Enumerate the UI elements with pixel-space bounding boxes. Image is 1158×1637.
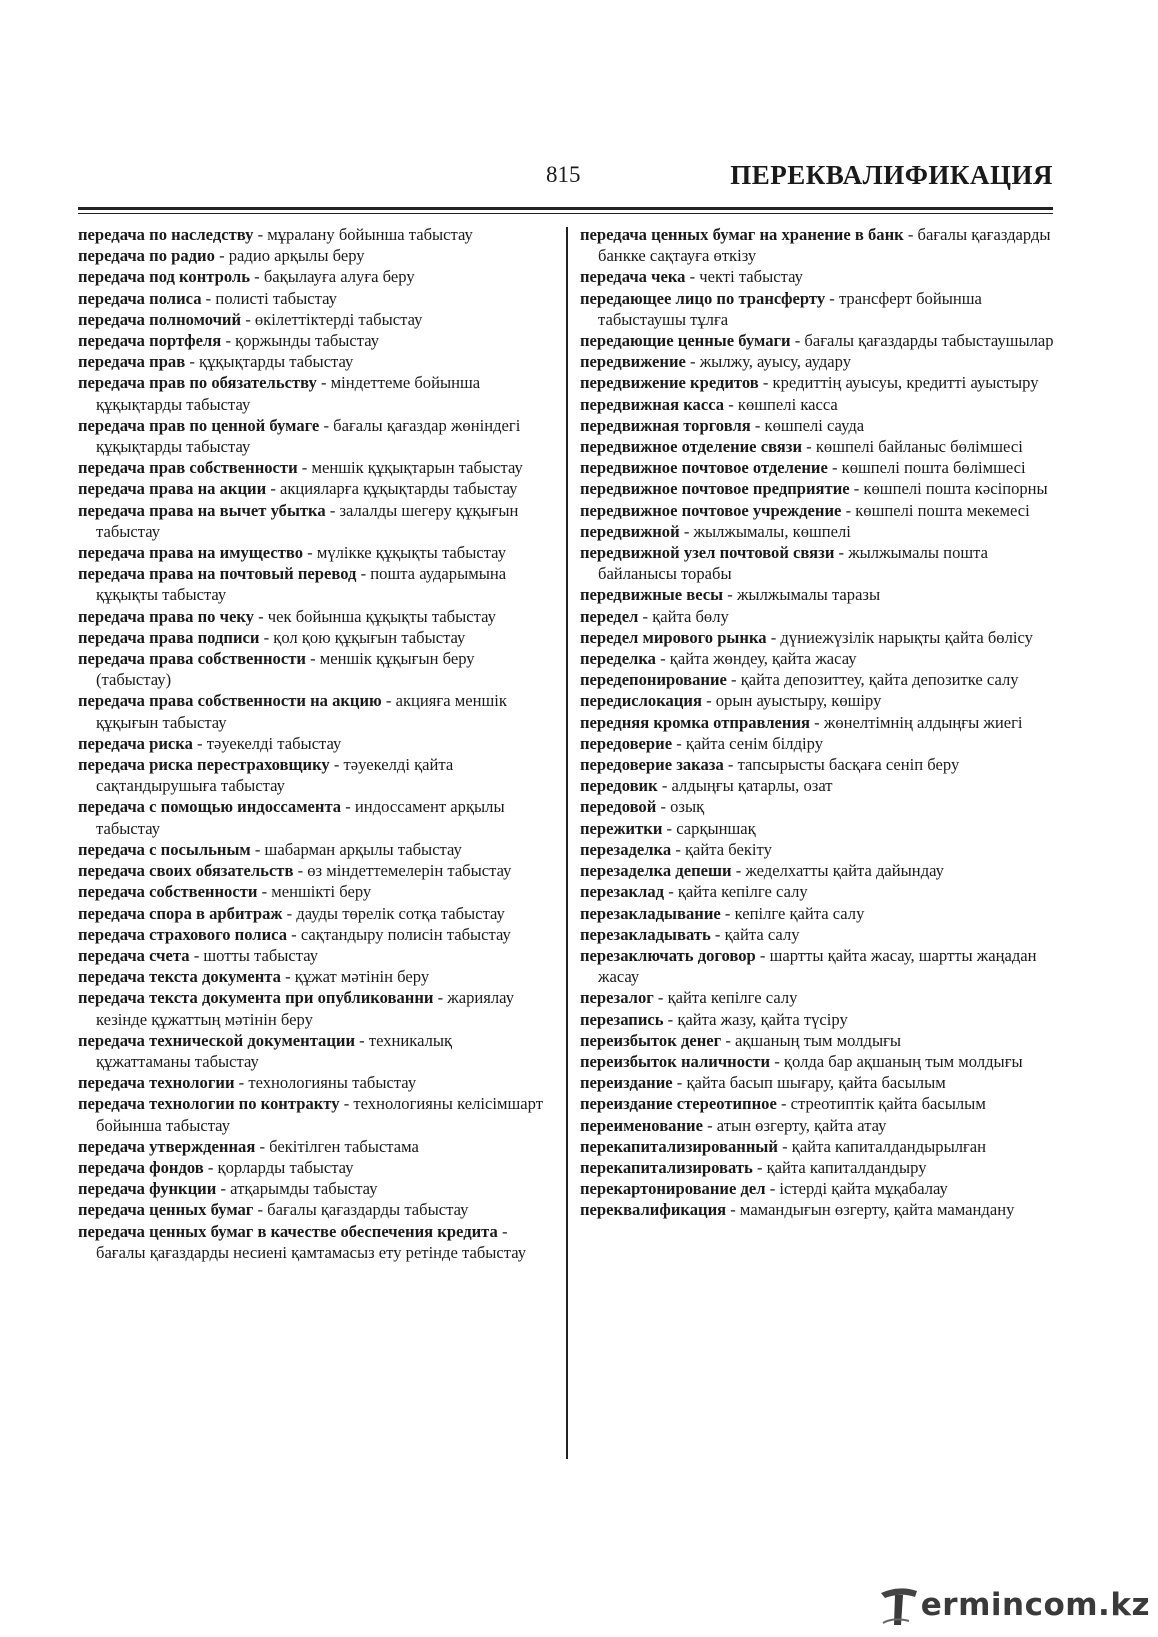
- entry-definition: - қайта кепілге салу: [653, 988, 798, 1008]
- dictionary-entry: [580, 1136, 1055, 1157]
- entry-definition: - жөнелтімнің алдыңғы жиегі: [810, 712, 1023, 732]
- entry-definition: - техникалық құжаттаманы табыстау: [96, 1030, 453, 1071]
- entry-definition: - бағалы қағаздарды банкке сақтауға өткізу: [598, 225, 1051, 266]
- dictionary-entry: [78, 542, 548, 563]
- entry-definition: - атын өзгерту, қайта атау: [702, 1115, 887, 1135]
- entry-definition: - өкілеттіктерді табыстау: [241, 309, 423, 329]
- dictionary-entry: [78, 606, 548, 627]
- entry-term: передача портфеля: [78, 331, 222, 351]
- dictionary-entry: [78, 966, 548, 987]
- dictionary-entry: [78, 266, 548, 287]
- entry-definition: - көшпелі пошта кәсіпорны: [849, 479, 1048, 499]
- dictionary-entry: [78, 627, 548, 648]
- entry-term: передача ценных бумаг на хранение в банк: [580, 225, 904, 244]
- entry-definition: - бағалы қағаздар жөніндегі құқықтарды табыстау: [96, 415, 521, 457]
- entry-term: передача с посыльным: [78, 839, 251, 859]
- entry-term: перезаклад: [580, 882, 665, 902]
- entry-term: передоверие заказа: [580, 755, 724, 775]
- entry-term: перезапись: [580, 1009, 664, 1029]
- entry-term: передача фондов: [78, 1157, 204, 1177]
- dictionary-entry: [78, 987, 548, 1029]
- dictionary-entry: [78, 839, 548, 860]
- entry-term: переквалификация: [580, 1200, 727, 1220]
- dictionary-entry: [580, 987, 1055, 1008]
- dictionary-entry: [78, 288, 548, 309]
- entry-term: передвижная торговля: [580, 415, 751, 435]
- dictionary-entry: [580, 648, 1055, 669]
- dictionary-entry: [78, 881, 548, 902]
- entry-term: передача по радио: [78, 246, 215, 266]
- dictionary-entry: [580, 924, 1055, 945]
- entry-definition: - стреотиптік қайта басылым: [776, 1094, 986, 1114]
- entry-definition: - көшпелі сауда: [750, 415, 865, 435]
- entry-definition: - қайта сенім білдіру: [672, 733, 823, 753]
- entry-term: передача ценных бумаг: [78, 1200, 254, 1220]
- entry-definition: - бағалы қағаздарды табыстаушылар: [790, 331, 1054, 351]
- entry-definition: - меншік құқығын беру (табыстау): [96, 649, 475, 690]
- entry-definition: - бағалы қағаздарды табыстау: [253, 1200, 469, 1220]
- dictionary-entry: [580, 351, 1055, 372]
- entry-term: передача права собственности на акцию: [78, 691, 382, 711]
- entry-term: передача утвержденная: [78, 1136, 256, 1156]
- dictionary-entry: [580, 669, 1055, 690]
- dictionary-entry: [78, 945, 548, 966]
- entry-definition: - қайта капиталдандыру: [752, 1157, 927, 1177]
- dictionary-entry: [78, 924, 548, 945]
- entry-definition: - бағалы қағаздарды несиені қамтамасыз ету ретінде табыстау: [96, 1221, 527, 1262]
- dictionary-entry: [580, 394, 1055, 415]
- header-rule-thin: [78, 213, 1053, 214]
- left-column: [78, 224, 548, 1263]
- page-number: 815: [546, 162, 581, 187]
- entry-term: передача счета: [78, 945, 190, 965]
- dictionary-entry: [78, 415, 548, 457]
- entry-term: переизбыток наличности: [580, 1051, 771, 1071]
- dictionary-entry: [78, 690, 548, 732]
- entry-term: передающие ценные бумаги: [580, 331, 791, 351]
- dictionary-entry: [78, 1093, 548, 1135]
- termincom-logo[interactable]: [879, 1581, 1150, 1629]
- entry-term: передвижное почтовое учреждение: [580, 500, 842, 520]
- entry-term: перезаделка: [580, 839, 672, 859]
- dictionary-entry: [580, 457, 1055, 478]
- dictionary-entry: [78, 330, 548, 351]
- dictionary-entry: [78, 1157, 548, 1178]
- dictionary-entry: [78, 1072, 548, 1093]
- dictionary-entry: [580, 775, 1055, 796]
- dictionary-entry: [580, 1051, 1055, 1072]
- entry-term: передовой: [580, 797, 657, 817]
- entry-term: передвижной узел почтовой связи: [580, 543, 835, 563]
- dictionary-entry: [580, 881, 1055, 902]
- entry-term: передвижное отделение связи: [580, 437, 803, 457]
- dictionary-entry: [78, 860, 548, 881]
- header-rule-thick: [78, 207, 1053, 210]
- entry-term: пережитки: [580, 818, 663, 838]
- dictionary-entry: [580, 584, 1055, 605]
- dictionary-entry: [78, 1178, 548, 1199]
- entry-term: перекартонирование дел: [580, 1179, 766, 1199]
- dictionary-entry: [580, 860, 1055, 881]
- entry-definition: - атқарымды табыстау: [216, 1179, 378, 1199]
- entry-definition: - өз міндеттемелерін табыстау: [293, 861, 512, 881]
- dictionary-entry: [580, 266, 1055, 287]
- dictionary-entry: [78, 1199, 548, 1220]
- entry-definition: - қайта салу: [710, 924, 800, 944]
- dictionary-entry: [580, 903, 1055, 924]
- entry-definition: - жылжымалы пошта байланысы торабы: [598, 543, 988, 584]
- entry-term: передняя кромка отправления: [580, 712, 811, 732]
- entry-definition: - қол қою құқығын табыстау: [259, 627, 466, 647]
- entry-definition: - тәуекелді қайта сақтандырушыға табыстау: [96, 755, 454, 796]
- dictionary-entry: [78, 1030, 548, 1072]
- entry-term: передача полномочий: [78, 309, 242, 329]
- entry-term: перекапитализированный: [580, 1136, 778, 1156]
- entry-definition: - қайта бекіту: [671, 839, 772, 859]
- dictionary-entry: [78, 500, 548, 542]
- entry-definition: - орын ауыстыру, көшіру: [701, 691, 882, 711]
- entry-term: передача функции: [78, 1179, 217, 1199]
- entry-term: передвижение: [580, 352, 686, 372]
- entry-term: передача текста документа при опубликованни: [78, 988, 434, 1008]
- entry-definition: - қолда бар ақшаның тым молдығы: [770, 1051, 1023, 1071]
- dictionary-entry: [580, 627, 1055, 648]
- entry-definition: - тапсырысты басқаға сеніп беру: [723, 755, 960, 775]
- entry-term: передача технологии: [78, 1073, 235, 1093]
- dictionary-entry: [580, 690, 1055, 711]
- entry-definition: - қоржынды табыстау: [221, 331, 380, 351]
- dictionary-entry: [78, 733, 548, 754]
- entry-definition: - қайта жазу, қайта түсіру: [663, 1009, 848, 1029]
- dictionary-entry: [78, 754, 548, 796]
- dictionary-entry: [580, 839, 1055, 860]
- entry-definition: - алдыңғы қатарлы, озат: [657, 776, 833, 796]
- entry-definition: - құқықтарды табыстау: [185, 352, 354, 372]
- entry-term: передвижное почтовое отделение: [580, 458, 828, 478]
- dictionary-entry: [580, 288, 1055, 330]
- termincom-logo-icon: [879, 1583, 919, 1627]
- entry-term: перезалог: [580, 988, 654, 1008]
- entry-term: передоверие: [580, 733, 673, 753]
- dictionary-entry: [580, 542, 1055, 584]
- entry-definition: - көшпелі байланыс бөлімшесі: [802, 437, 1023, 457]
- dictionary-entry: [580, 330, 1055, 351]
- dictionary-entry: [580, 733, 1055, 754]
- entry-term: передача ценных бумаг в качестве обеспечения кредита: [78, 1221, 498, 1241]
- entry-term: передача прав по ценной бумаге: [78, 415, 320, 435]
- entry-definition: - дауды төрелік сотқа табыстау: [282, 903, 505, 923]
- dictionary-entry: [580, 796, 1055, 817]
- entry-term: перезаключать договор: [580, 945, 756, 965]
- dictionary-entry: [580, 521, 1055, 542]
- entry-term: перезакладывать: [580, 924, 711, 944]
- entry-term: перезакладывание: [580, 903, 721, 923]
- entry-definition: - трансферт бойынша табыстаушы тұлға: [598, 288, 982, 329]
- dictionary-entry: [580, 818, 1055, 839]
- entry-term: передача технологии по контракту: [78, 1094, 340, 1114]
- entry-definition: - чекті табыстау: [685, 267, 803, 287]
- entry-definition: - бекітілген табыстама: [255, 1136, 419, 1156]
- entry-term: передача права на почтовый перевод: [78, 564, 357, 584]
- entry-term: передача спора в арбитраж: [78, 903, 283, 923]
- entry-definition: - мұралану бойынша табыстау: [253, 225, 473, 244]
- entry-term: переиздание: [580, 1073, 673, 1093]
- dictionary-entry: [78, 1136, 548, 1157]
- entry-definition: - индоссамент арқылы табыстау: [96, 797, 505, 838]
- entry-term: передвижная касса: [580, 394, 725, 414]
- entry-term: переиздание стереотипное: [580, 1094, 777, 1114]
- entry-term: передача собственности: [78, 882, 258, 902]
- entry-term: передача права на имущество: [78, 543, 304, 563]
- entry-definition: - жариялау кезінде құжаттың мәтінін беру: [96, 988, 514, 1029]
- dictionary-entry: [78, 563, 548, 605]
- entry-definition: - қайта кепілге салу: [664, 882, 808, 902]
- entry-term: передача прав: [78, 352, 186, 372]
- dictionary-entry: [78, 224, 548, 245]
- entry-term: передача права по чеку: [78, 606, 254, 626]
- dictionary-entry: [78, 648, 548, 690]
- dictionary-entry: [580, 1093, 1055, 1114]
- dictionary-entry: [78, 796, 548, 838]
- entry-term: передача риска перестраховщику: [78, 755, 330, 775]
- dictionary-entry: [78, 351, 548, 372]
- dictionary-entry: [580, 1157, 1055, 1178]
- page-header: [78, 158, 1053, 198]
- dictionary-entry: [580, 754, 1055, 775]
- dictionary-entry: [78, 478, 548, 499]
- entry-definition: - технологияны табыстау: [234, 1073, 417, 1093]
- entry-term: передача по наследству: [78, 225, 254, 244]
- entry-definition: - акцияға меншік құқығын табыстау: [96, 691, 507, 732]
- entry-term: передача текста документа: [78, 967, 281, 987]
- column-divider: [566, 227, 568, 1459]
- dictionary-entry: [580, 372, 1055, 393]
- entry-term: передел: [580, 606, 639, 626]
- entry-definition: - тәуекелді табыстау: [192, 733, 342, 753]
- entry-definition: - мүлікке құқықты табыстау: [303, 543, 506, 563]
- entry-definition: - істерді қайта мұқабалау: [765, 1179, 948, 1199]
- entry-definition: - полисті табыстау: [201, 288, 337, 308]
- entry-definition: - пошта аударымына құқықты табыстау: [96, 564, 507, 605]
- entry-definition: - қайта басып шығару, қайта басылым: [672, 1073, 946, 1093]
- entry-term: передача с помощью индоссамента: [78, 797, 342, 817]
- entry-definition: - қайта жөндеу, қайта жасау: [655, 649, 857, 669]
- entry-term: переименование: [580, 1115, 703, 1135]
- entry-term: передача права на акции: [78, 479, 267, 499]
- dictionary-entry: [580, 415, 1055, 436]
- entry-term: переизбыток денег: [580, 1030, 722, 1050]
- entry-term: передача чека: [580, 267, 686, 287]
- entry-definition: - міндеттеме бойынша құқықтарды табыстау: [96, 373, 481, 414]
- dictionary-entry: [78, 309, 548, 330]
- entry-term: передача прав собственности: [78, 458, 298, 478]
- entry-definition: - чек бойынша құқықты табыстау: [253, 606, 496, 626]
- entry-term: переделка: [580, 649, 656, 669]
- entry-term: передача полиса: [78, 288, 202, 308]
- entry-definition: - қайта капиталдандырылған: [777, 1136, 987, 1156]
- entry-term: передислокация: [580, 691, 702, 711]
- dictionary-entry: [580, 1072, 1055, 1093]
- entry-definition: - кредиттің ауысуы, кредитті ауыстыру: [758, 373, 1039, 393]
- entry-term: перезаделка депеши: [580, 861, 732, 881]
- entry-definition: - жылжымалы таразы: [723, 585, 881, 605]
- dictionary-entry: [580, 1115, 1055, 1136]
- entry-definition: - сақтандыру полисін табыстау: [287, 924, 511, 944]
- entry-definition: - бақылауға алуға беру: [250, 267, 415, 287]
- dictionary-entry: [580, 478, 1055, 499]
- entry-term: передача прав по обязательству: [78, 373, 317, 393]
- entry-definition: - қайта бөлу: [638, 606, 729, 626]
- entry-definition: - құжат мәтінін беру: [280, 967, 430, 987]
- entry-term: передача права собственности: [78, 649, 306, 669]
- dictionary-entry: [78, 1221, 548, 1263]
- dictionary-entry: [580, 606, 1055, 627]
- dictionary-entry: [580, 500, 1055, 521]
- entry-term: передвижной: [580, 521, 680, 541]
- dictionary-entry: [78, 372, 548, 414]
- dictionary-entry: [580, 712, 1055, 733]
- entry-definition: - меншік құқықтарын табыстау: [297, 458, 523, 478]
- entry-term: передвижное почтовое предприятие: [580, 479, 850, 499]
- entry-term: передача своих обязательств: [78, 861, 294, 881]
- entry-definition: - көшпелі пошта бөлімшесі: [827, 458, 1026, 478]
- entry-definition: - меншікті беру: [257, 882, 372, 902]
- entry-definition: - қайта депозиттеу, қайта депозитке салу: [726, 670, 1019, 690]
- logo-text: ermincom.kz: [920, 1587, 1150, 1623]
- entry-term: передел мирового рынка: [580, 627, 767, 647]
- entry-term: передача риска: [78, 733, 193, 753]
- entry-term: передача права на вычет убытка: [78, 500, 326, 520]
- dictionary-entry: [78, 245, 548, 266]
- dictionary-entry: [580, 1009, 1055, 1030]
- entry-definition: - ақшаның тым молдығы: [721, 1030, 902, 1050]
- entry-term: передача права подписи: [78, 627, 260, 647]
- running-head: ПЕРЕКВАЛИФИКАЦИЯ: [730, 160, 1053, 190]
- entry-definition: - шотты табыстау: [189, 945, 319, 965]
- entry-definition: - шартты қайта жасау, шартты жаңадан жасау: [598, 945, 1037, 987]
- entry-definition: - озық: [656, 797, 705, 817]
- entry-term: передача страхового полиса: [78, 924, 288, 944]
- entry-term: передвижение кредитов: [580, 373, 759, 393]
- entry-definition: - көшпелі касса: [724, 394, 838, 414]
- entry-definition: - технологияны келісімшарт бойынша табыстау: [96, 1094, 543, 1135]
- entry-term: перекапитализировать: [580, 1157, 753, 1177]
- entry-definition: - жылжымалы, көшпелі: [679, 521, 851, 541]
- entry-definition: - дүниежүзілік нарықты қайта бөлісу: [766, 627, 1033, 647]
- entry-definition: - жеделхатты қайта дайындау: [731, 861, 944, 881]
- entry-definition: - шабарман арқылы табыстау: [250, 839, 462, 859]
- dictionary-entry: [78, 457, 548, 478]
- right-column: [580, 224, 1055, 1221]
- entry-definition: - залалды шегеру құқығын табыстау: [96, 500, 519, 541]
- entry-term: передовик: [580, 776, 658, 796]
- entry-term: передающее лицо по трансферту: [580, 288, 826, 308]
- dictionary-entry: [580, 945, 1055, 987]
- entry-definition: - сарқыншақ: [662, 818, 756, 838]
- entry-definition: - мамандығын өзгерту, қайта мамандану: [726, 1200, 1015, 1220]
- dictionary-entry: [580, 1030, 1055, 1051]
- dictionary-entry: [580, 1199, 1055, 1220]
- dictionary-entry: [580, 1178, 1055, 1199]
- entry-definition: - акцияларға құқықтарды табыстау: [266, 479, 518, 499]
- dictionary-entry: [580, 436, 1055, 457]
- dictionary-entry: [580, 224, 1055, 266]
- dictionary-entry: [78, 903, 548, 924]
- entry-term: передепонирование: [580, 670, 727, 690]
- entry-definition: - кепілге қайта салу: [720, 903, 865, 923]
- entry-definition: - көшпелі пошта мекемесі: [841, 500, 1030, 520]
- entry-definition: - қорларды табыстау: [203, 1157, 354, 1177]
- entry-term: передача под контроль: [78, 267, 250, 287]
- entry-definition: - жылжу, ауысу, аудару: [685, 352, 852, 372]
- entry-term: передвижные весы: [580, 585, 724, 605]
- entry-definition: - радио арқылы беру: [214, 246, 365, 266]
- entry-term: передача технической документации: [78, 1030, 356, 1050]
